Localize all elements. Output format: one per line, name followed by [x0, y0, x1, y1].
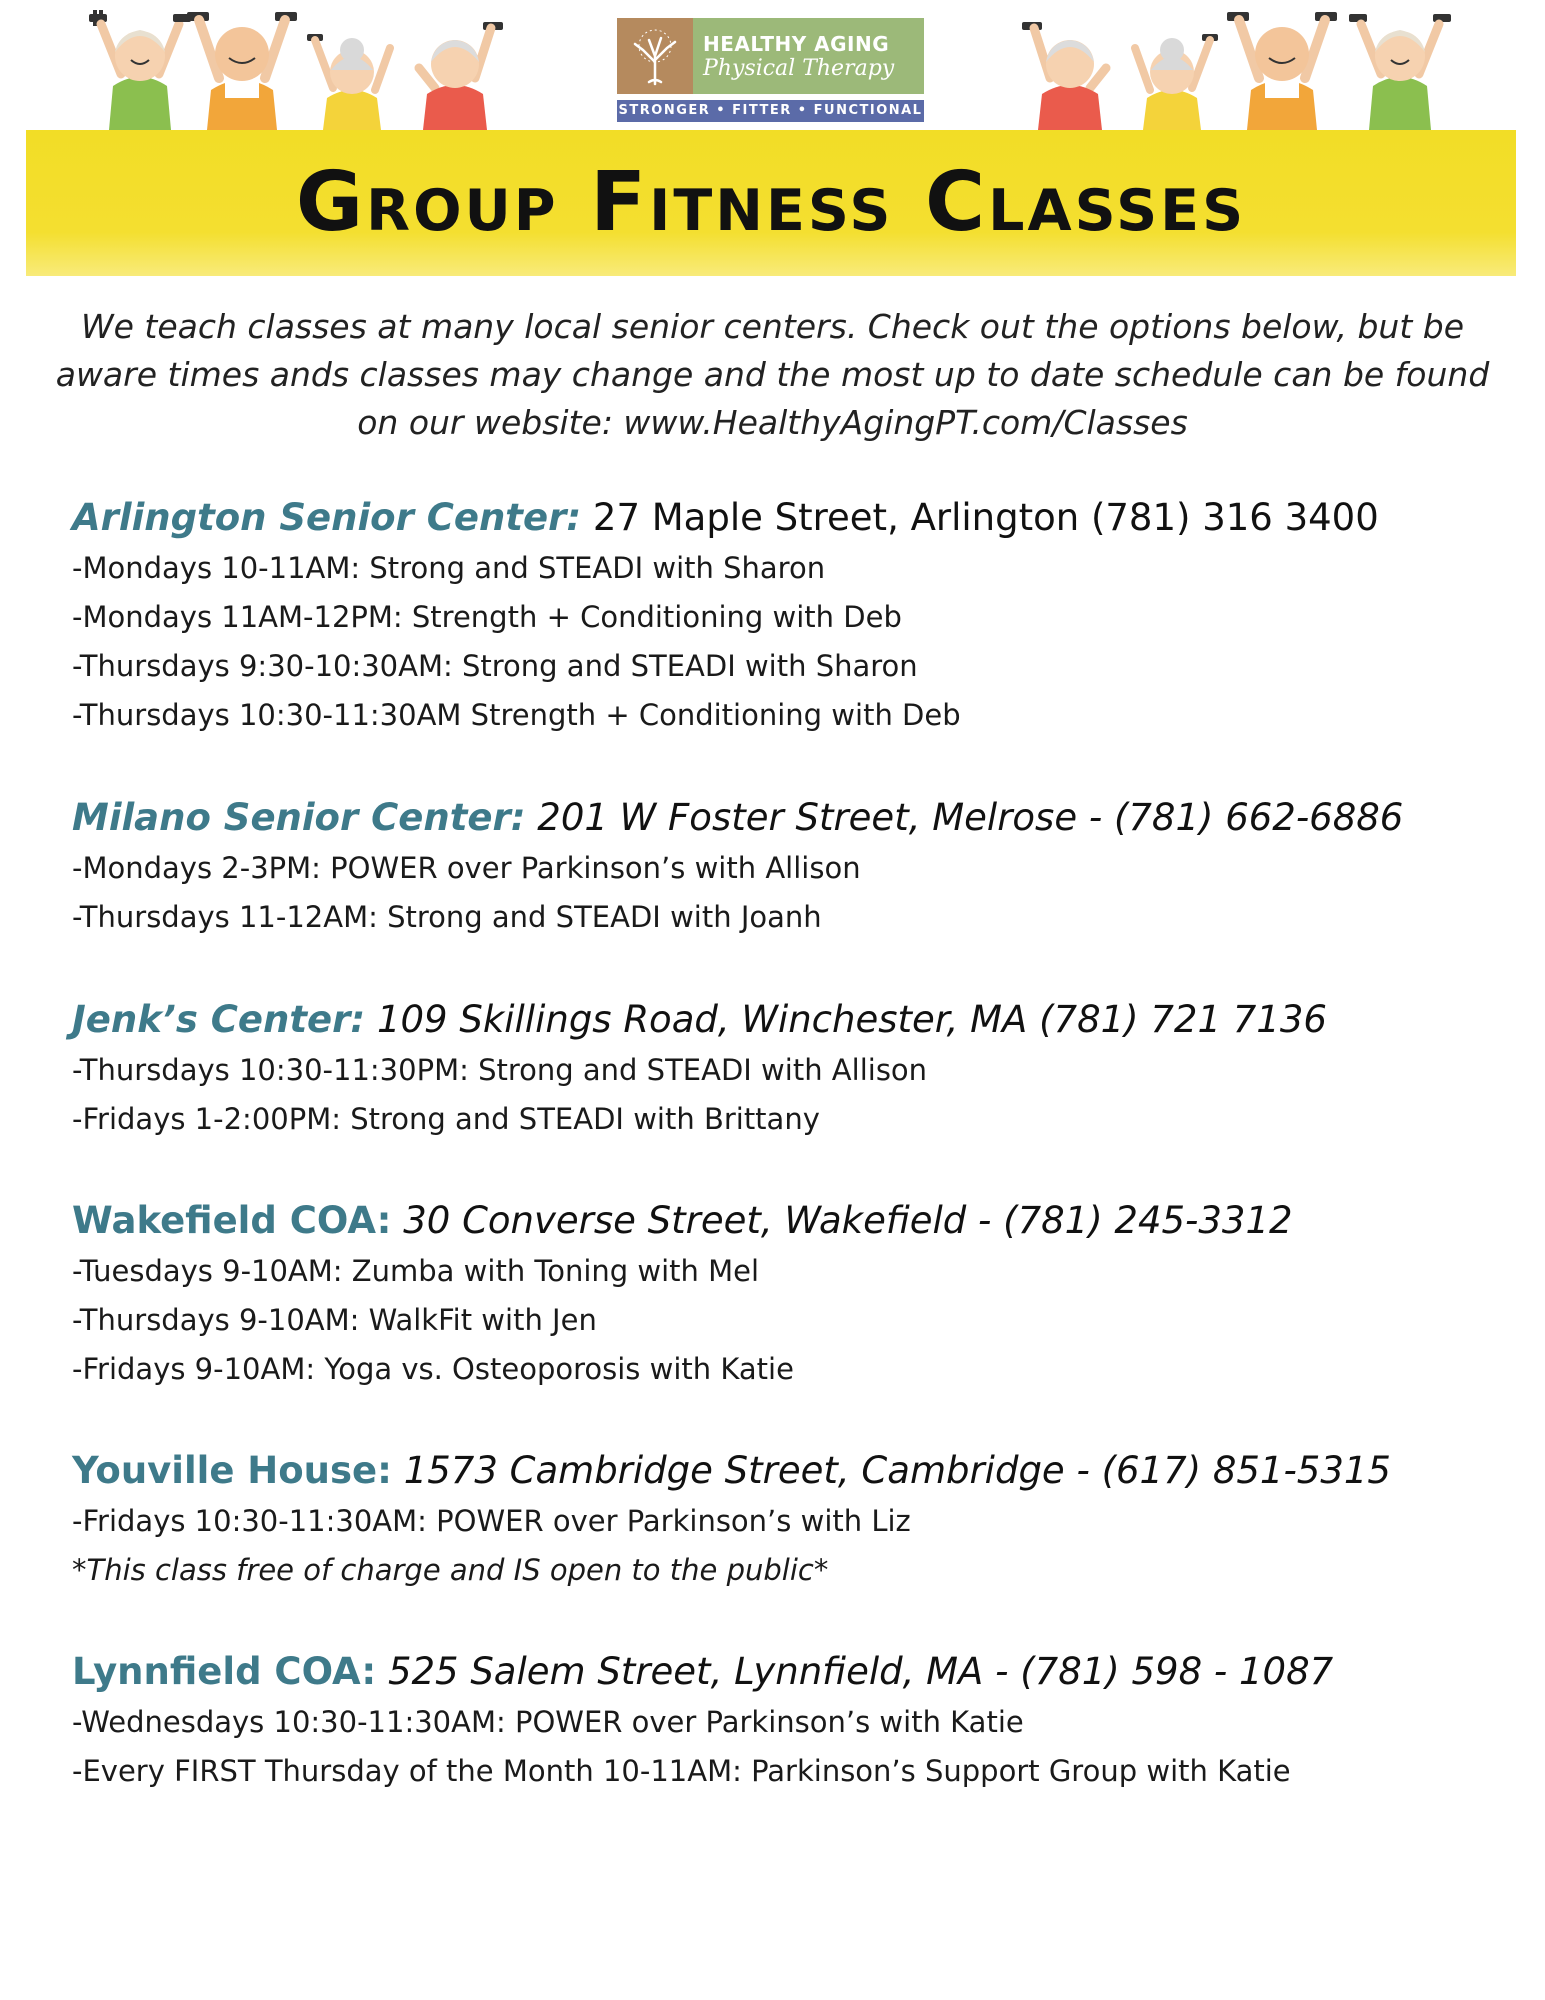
senior-exercising-icon — [185, 8, 300, 130]
class-line: -Thursdays 11-12AM: Strong and STEADI with Joanh — [72, 900, 822, 934]
class-line: -Tuesdays 9-10AM: Zumba with Toning with Mel — [72, 1254, 760, 1288]
senior-exercising-icon — [1125, 28, 1220, 130]
senior-exercising-icon — [405, 18, 505, 130]
senior-exercising-icon — [1345, 8, 1455, 130]
section-arlington — [72, 492, 1512, 740]
class-line: -Thursdays 10:30-11:30PM: Strong and STEADI with Allison — [72, 1053, 928, 1087]
center-name: Lynnfield COA: — [72, 1650, 377, 1693]
senior-exercising-icon — [305, 28, 400, 130]
center-address: 27 Maple Street, Arlington (781) 316 3400 — [592, 496, 1379, 539]
center-name: Arlington Senior Center: — [72, 496, 582, 539]
section-youville — [72, 1445, 1512, 1595]
center-address: 201 W Foster Street, Melrose - (781) 662-6886 — [537, 796, 1404, 839]
company-logo — [617, 18, 924, 122]
intro-text: We teach classes at many local senior centers. Check out the options below, but be aware times ands classes may change and the most up to date schedule can be found on our website: www.HealthyAgingPT.com/Classes — [55, 307, 1490, 442]
class-line: -Mondays 10-11AM: Strong and STEADI with Sharon — [72, 551, 826, 585]
senior-exercising-icon — [1225, 8, 1340, 130]
section-wakefield — [72, 1195, 1512, 1394]
senior-exercising-icon — [1020, 18, 1120, 130]
section-milano — [72, 792, 1512, 942]
class-line: -Thursdays 10:30-11:30AM Strength + Conditioning with Deb — [72, 698, 961, 732]
section-jenks — [72, 994, 1512, 1144]
logo-tagline: STRONGER • FITTER • FUNCTIONAL — [617, 100, 924, 122]
class-line: -Thursdays 9-10AM: WalkFit with Jen — [72, 1303, 597, 1337]
tree-logo-icon — [617, 18, 693, 94]
center-address: 1573 Cambridge Street, Cambridge - (617) 851-5315 — [403, 1449, 1391, 1492]
logo-name: HEALTHY AGING — [703, 31, 890, 56]
class-line: -Fridays 10:30-11:30AM: POWER over Parkinson’s with Liz — [72, 1504, 911, 1538]
center-address: 30 Converse Street, Wakefield - (781) 245-3312 — [403, 1199, 1293, 1242]
logo-subname: Physical Therapy — [703, 55, 895, 81]
class-note: *This class free of charge and IS open to the public* — [72, 1553, 829, 1587]
section-heading — [72, 1195, 1512, 1247]
center-address: 109 Skillings Road, Winchester, MA (781) 721 7136 — [376, 998, 1327, 1041]
class-line: -Fridays 1-2:00PM: Strong and STEADI with Brittany — [72, 1102, 820, 1136]
section-heading — [72, 492, 1512, 544]
section-heading — [72, 1646, 1512, 1698]
class-line: -Mondays 11AM-12PM: Strength + Conditioning with Deb — [72, 600, 902, 634]
center-name: Milano Senior Center: — [72, 796, 526, 839]
class-line: -Thursdays 9:30-10:30AM: Strong and STEADI with Sharon — [72, 649, 918, 683]
senior-exercising-icon — [85, 8, 195, 130]
title-banner — [26, 130, 1516, 276]
section-heading — [72, 792, 1512, 844]
section-heading — [72, 1445, 1512, 1497]
class-line: -Wednesdays 10:30-11:30AM: POWER over Parkinson’s with Katie — [72, 1705, 1024, 1739]
class-line: -Every FIRST Thursday of the Month 10-11AM: Parkinson’s Support Group with Katie — [72, 1754, 1291, 1788]
section-heading — [72, 994, 1512, 1046]
center-address: 525 Salem Street, Lynnfield, MA - (781) 598 - 1087 — [387, 1650, 1334, 1693]
center-name: Wakefield COA: — [72, 1199, 392, 1242]
header — [0, 0, 1545, 130]
section-lynnfield — [72, 1646, 1512, 1796]
class-line: -Mondays 2-3PM: POWER over Parkinson’s with Allison — [72, 851, 861, 885]
center-name: Jenk’s Center: — [72, 998, 366, 1041]
center-name: Youville House: — [72, 1449, 392, 1492]
page-title: Group Fitness Classes — [295, 155, 1247, 250]
class-line: -Fridays 9-10AM: Yoga vs. Osteoporosis with Katie — [72, 1352, 794, 1386]
